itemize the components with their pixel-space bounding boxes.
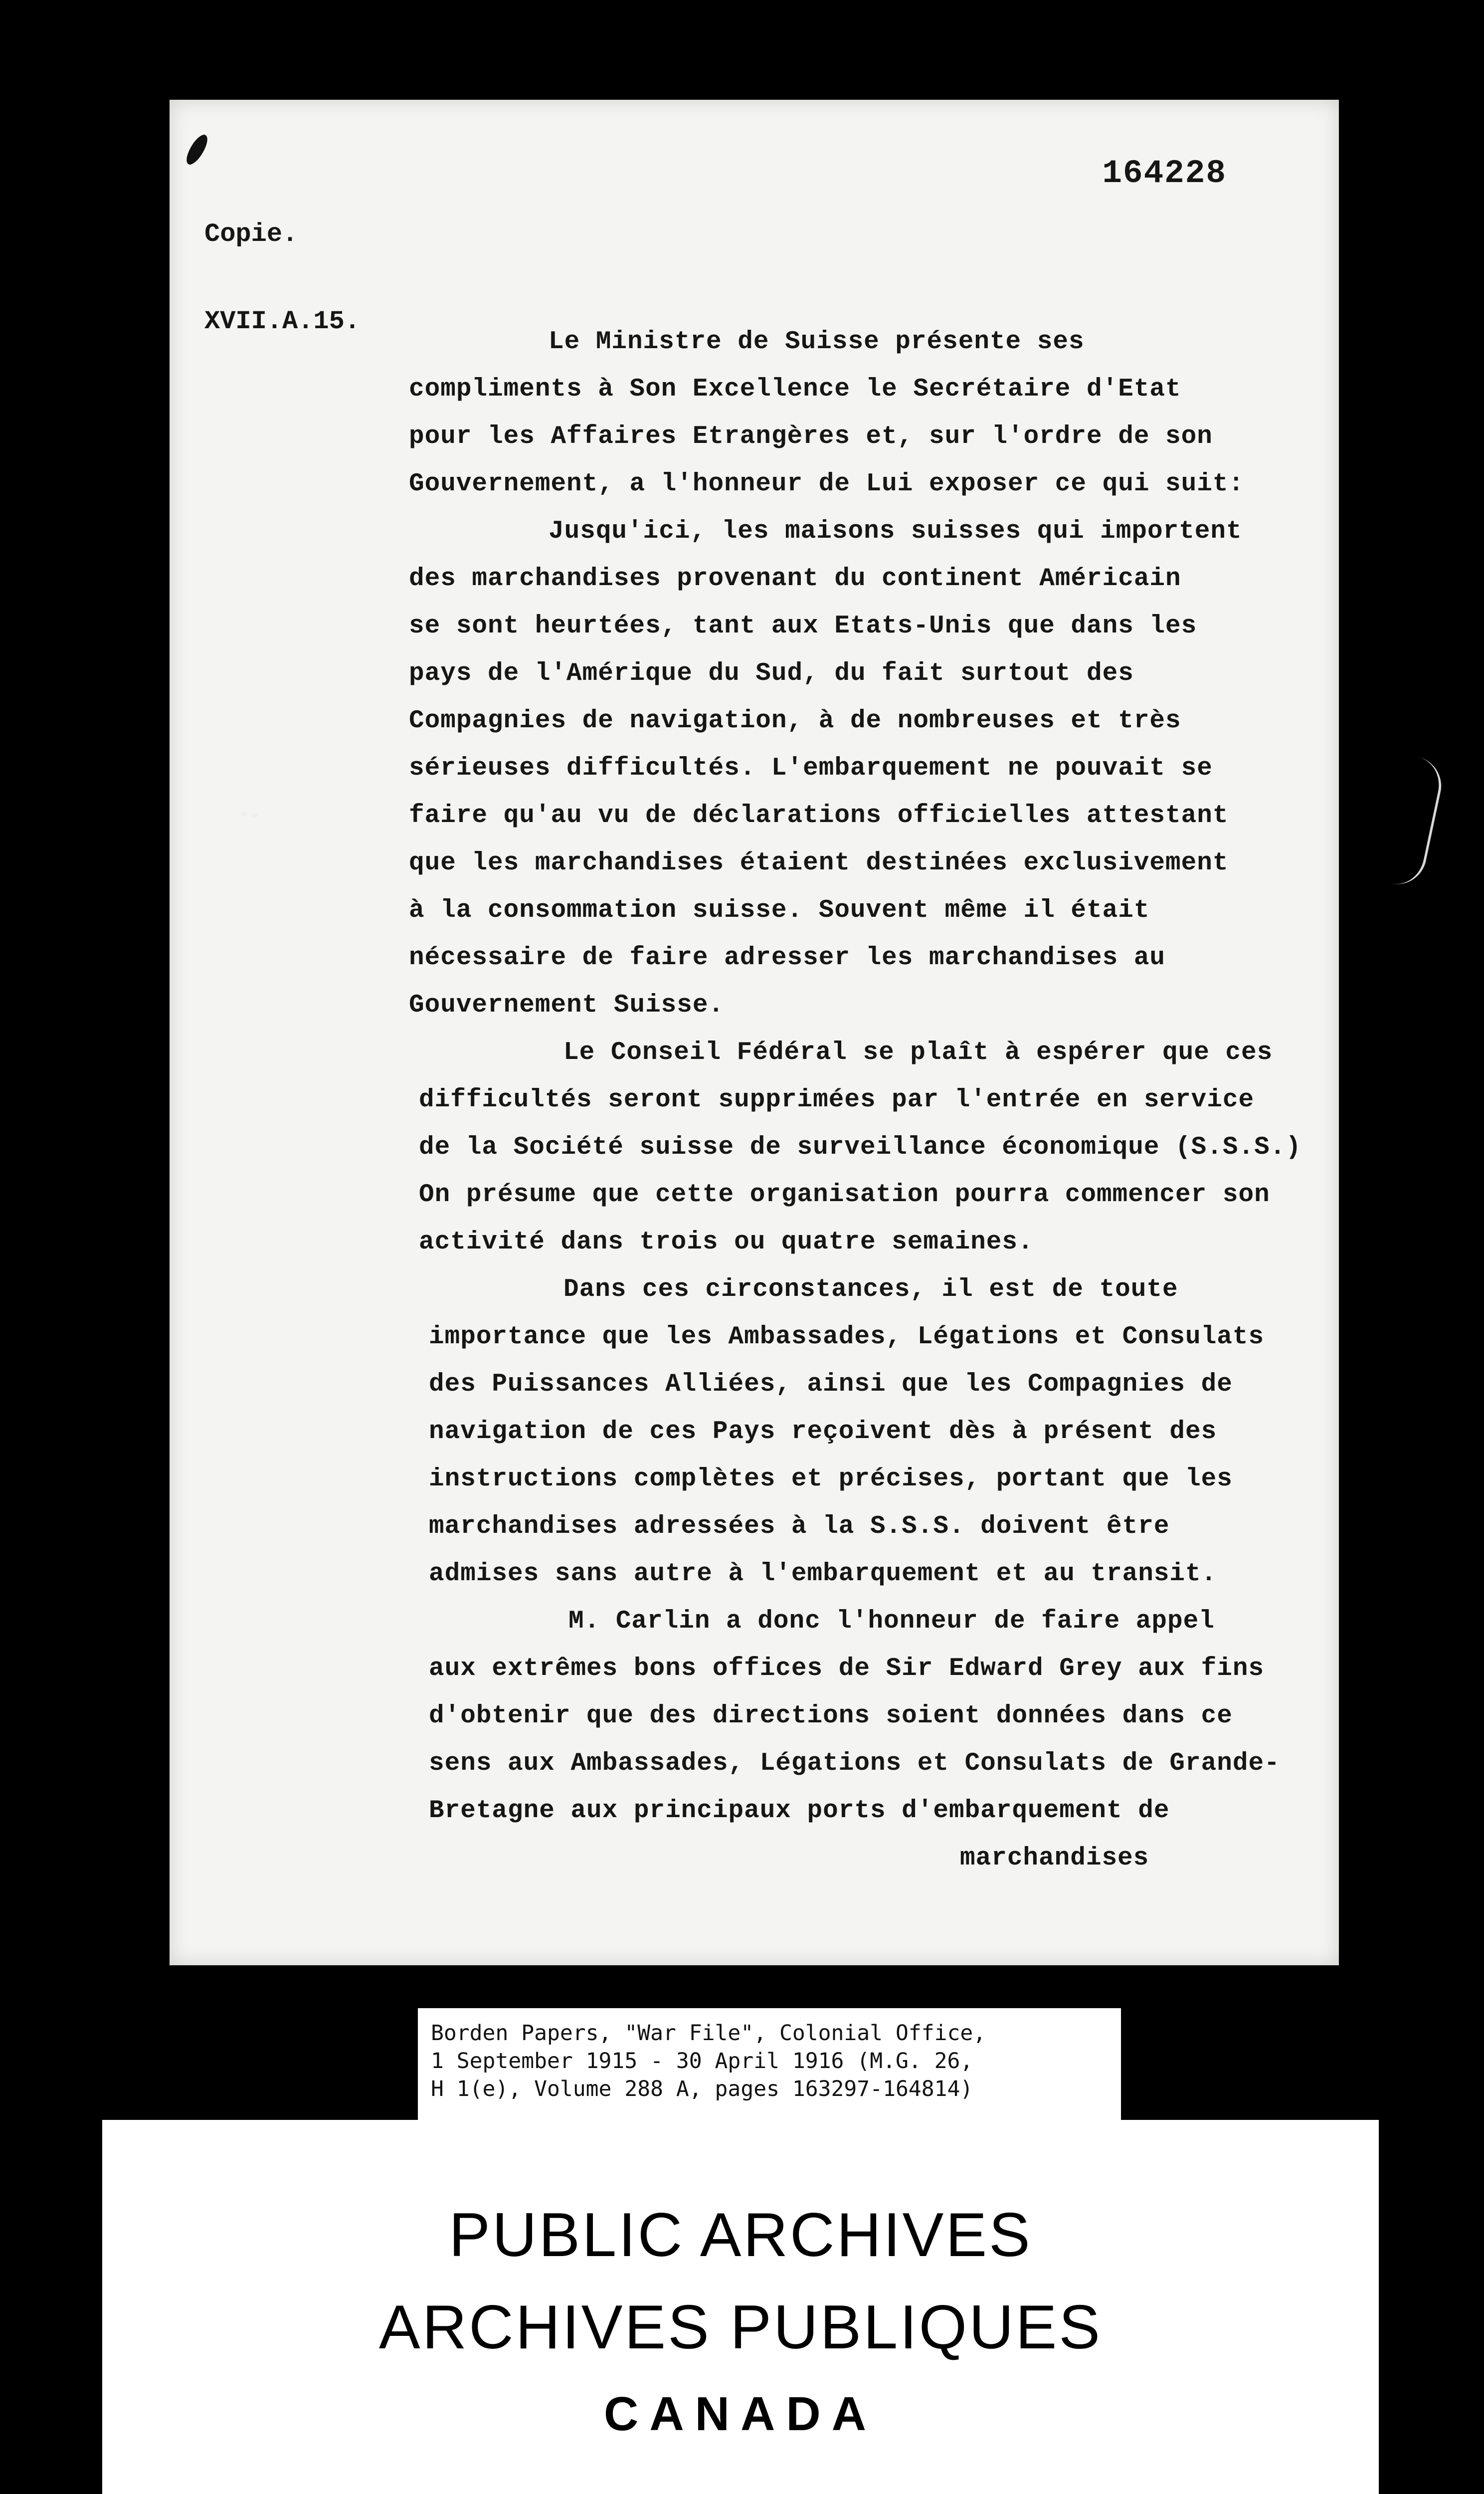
text-line: importance que les Ambassades, Légations et Consulats [429, 1323, 1265, 1351]
specks [252, 813, 258, 817]
text-line: Bretagne aux principaux ports d'embarquement de [429, 1797, 1170, 1825]
text-line: faire qu'au vu de déclarations officielles attestant [409, 802, 1229, 830]
document-heading: Copie. [204, 219, 298, 249]
text-line: compliments à Son Excellence le Secrétaire d'Etat [409, 375, 1181, 404]
text-line: pays de l'Amérique du Sud, du fait surtout des [409, 659, 1134, 688]
ink-blot [182, 133, 213, 166]
text-line: activité dans trois ou quatre semaines. [419, 1228, 1034, 1256]
text-line: Compagnies de navigation, à de nombreuses et très [409, 707, 1181, 735]
text-line: admises sans autre à l'embarquement et au transit. [429, 1560, 1217, 1588]
archives-label-country: CANADA [604, 2387, 877, 2441]
text-line: difficultés seront supprimées par l'entrée en service [419, 1086, 1255, 1114]
text-line: à la consommation suisse. Souvent même il était [409, 896, 1150, 925]
margin-pencil-mark [1388, 756, 1447, 890]
specks [242, 812, 247, 816]
archives-label [102, 2120, 1379, 2494]
text-line: On présume que cette organisation pourra commencer son [419, 1181, 1270, 1209]
citation-line: 1 September 1915 - 30 April 1916 (M.G. 26, [431, 2049, 973, 2074]
text-line: des Puissances Alliées, ainsi que les Compagnies de [429, 1370, 1233, 1399]
text-line: Gouvernement, a l'honneur de Lui exposer ce qui suit: [409, 470, 1245, 498]
text-line: marchandises [960, 1844, 1149, 1872]
text-line: M. Carlin a donc l'honneur de faire appel [568, 1607, 1215, 1636]
text-line: pour les Affaires Etrangères et, sur l'ordre de son [409, 422, 1213, 451]
text-line: sérieuses difficultés. L'embarquement ne pouvait se [409, 754, 1213, 783]
text-line: nécessaire de faire adresser les marchandises au [409, 944, 1166, 972]
text-line: Le Ministre de Suisse présente ses [549, 328, 1085, 356]
text-line: Gouvernement Suisse. [409, 991, 725, 1020]
text-line: navigation de ces Pays reçoivent dès à présent des [429, 1418, 1217, 1446]
page-number: 164228 [1102, 155, 1227, 192]
reference-number: XVII.A.15. [204, 307, 361, 336]
text-line: Jusqu'ici, les maisons suisses qui importent [549, 517, 1242, 546]
text-line: Le Conseil Fédéral se plaît à espérer que ces [563, 1039, 1273, 1067]
text-line: des marchandises provenant du continent Américain [409, 565, 1181, 593]
text-line: que les marchandises étaient destinées exclusivement [409, 849, 1229, 877]
text-line: se sont heurtées, tant aux Etats-Unis que dans les [409, 612, 1197, 640]
archives-label-english: PUBLIC ARCHIVES [449, 2201, 1032, 2270]
text-line: sens aux Ambassades, Légations et Consulats de Grande- [429, 1749, 1280, 1778]
text-line: aux extrêmes bons offices de Sir Edward Grey aux fins [429, 1655, 1265, 1683]
document-page [170, 100, 1339, 1965]
citation-line: Borden Papers, "War File", Colonial Office, [431, 2021, 986, 2046]
text-line: de la Société suisse de surveillance économique (S.S.S.) [419, 1133, 1301, 1162]
citation-line: H 1(e), Volume 288 A, pages 163297-164814) [431, 2077, 973, 2101]
text-line: marchandises adressées à la S.S.S. doivent être [429, 1512, 1170, 1541]
text-line: d'obtenir que des directions soient données dans ce [429, 1702, 1233, 1730]
archives-label-french: ARCHIVES PUBLIQUES [378, 2293, 1103, 2362]
text-line: instructions complètes et précises, portant que les [429, 1465, 1233, 1493]
citation-slip [418, 2008, 1121, 2120]
text-line: Dans ces circonstances, il est de toute [563, 1275, 1178, 1304]
